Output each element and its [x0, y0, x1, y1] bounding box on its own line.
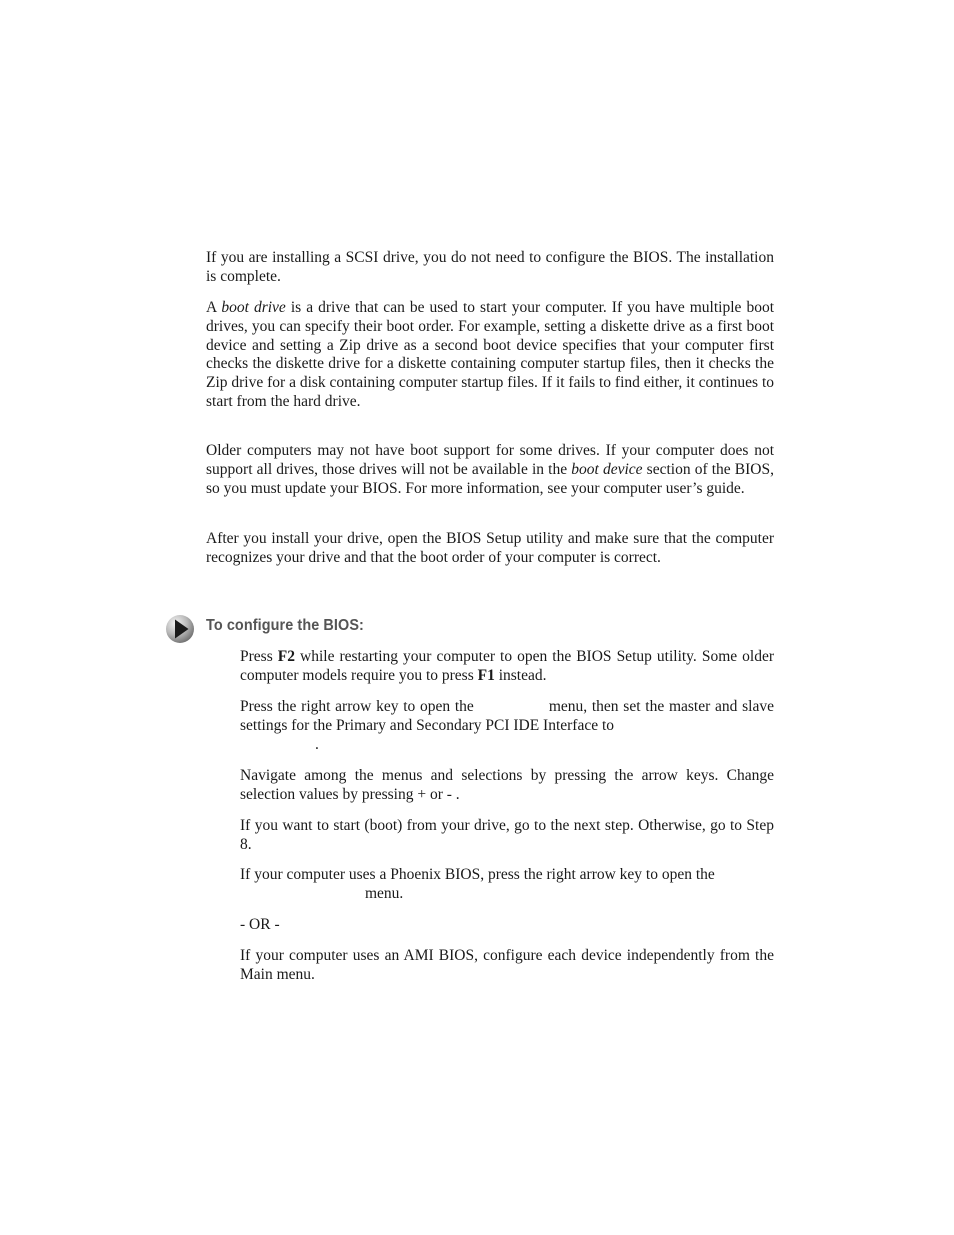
term-boot-device: boot device: [571, 460, 643, 478]
step-2-lead: Press the right arrow key to open the: [240, 698, 474, 715]
step-4: [240, 817, 774, 855]
paragraph-boot-drive-lead: A: [206, 299, 222, 316]
procedure-heading: To configure the BIOS:: [206, 617, 364, 634]
key-f2: F2: [277, 648, 295, 665]
paragraph-after-install-text: After you install your drive, open the BIOS Setup utility and make sure that the computer recognizes your drive and that the boot order of your computer is correct.: [206, 530, 774, 566]
step-2-text: menu, then set the master and slave settings for the Primary and Secondary PCI IDE Interface to: [240, 698, 774, 734]
step-5: [240, 866, 774, 904]
paragraph-scsi: [206, 249, 774, 287]
step-2-end: .: [315, 735, 319, 753]
or-separator: [240, 916, 774, 935]
step-3: [240, 767, 774, 805]
paragraph-scsi-text: If you are installing a SCSI drive, you do not need to configure the BIOS. The installation is complete.: [206, 249, 774, 285]
paragraph-older-computers-lead: Older computers may not have boot support for some drives. If your computer does not support all drives, those drives will not be available in the: [206, 442, 774, 478]
paragraph-older-computers: [206, 442, 774, 498]
arrow-right-icon: [165, 614, 195, 644]
step-1: [240, 648, 774, 686]
key-f1: F1: [477, 666, 495, 684]
step-4-text: If you want to start (boot) from your drive, go to the next step. Otherwise, go to Step 8.: [240, 817, 774, 853]
paragraph-after-install: [206, 530, 774, 568]
paragraph-boot-drive: [206, 299, 774, 412]
step-6-text: If your computer uses an AMI BIOS, configure each device independently from the Main menu.: [240, 947, 774, 983]
step-5-end: menu.: [365, 884, 404, 902]
paragraph-older-computers-text: section of the BIOS, so you must update your BIOS. For more information, see your computer user’s guide.: [206, 460, 774, 497]
step-6: [240, 947, 774, 985]
step-3-text: Navigate among the menus and selections by pressing the arrow keys. Change selection values by pressing + or - .: [240, 767, 774, 803]
step-1-lead: Press: [240, 648, 278, 665]
step-1-text: while restarting your computer to open the BIOS Setup utility. Some older computer models require you to press: [240, 648, 774, 684]
term-boot-drive: boot drive: [221, 299, 286, 316]
or-text: - OR -: [240, 916, 280, 933]
paragraph-boot-drive-text: is a drive that can be used to start your computer. If you have multiple boot drives, you can specify their boot order. For example, setting a diskette drive as a first boot device and setting a Zip drive as a second boot device specifies that your computer first checks the diskette drive for a diskette containing computer startup files, then it checks the Zip drive for a disk containing computer startup files. If it fails to find either, it continues to start from the hard drive.: [206, 299, 775, 410]
step-1-end: instead.: [494, 666, 547, 684]
step-2: [240, 698, 774, 754]
step-5-lead: If your computer uses a Phoenix BIOS, press the right arrow key to open the: [240, 866, 715, 883]
